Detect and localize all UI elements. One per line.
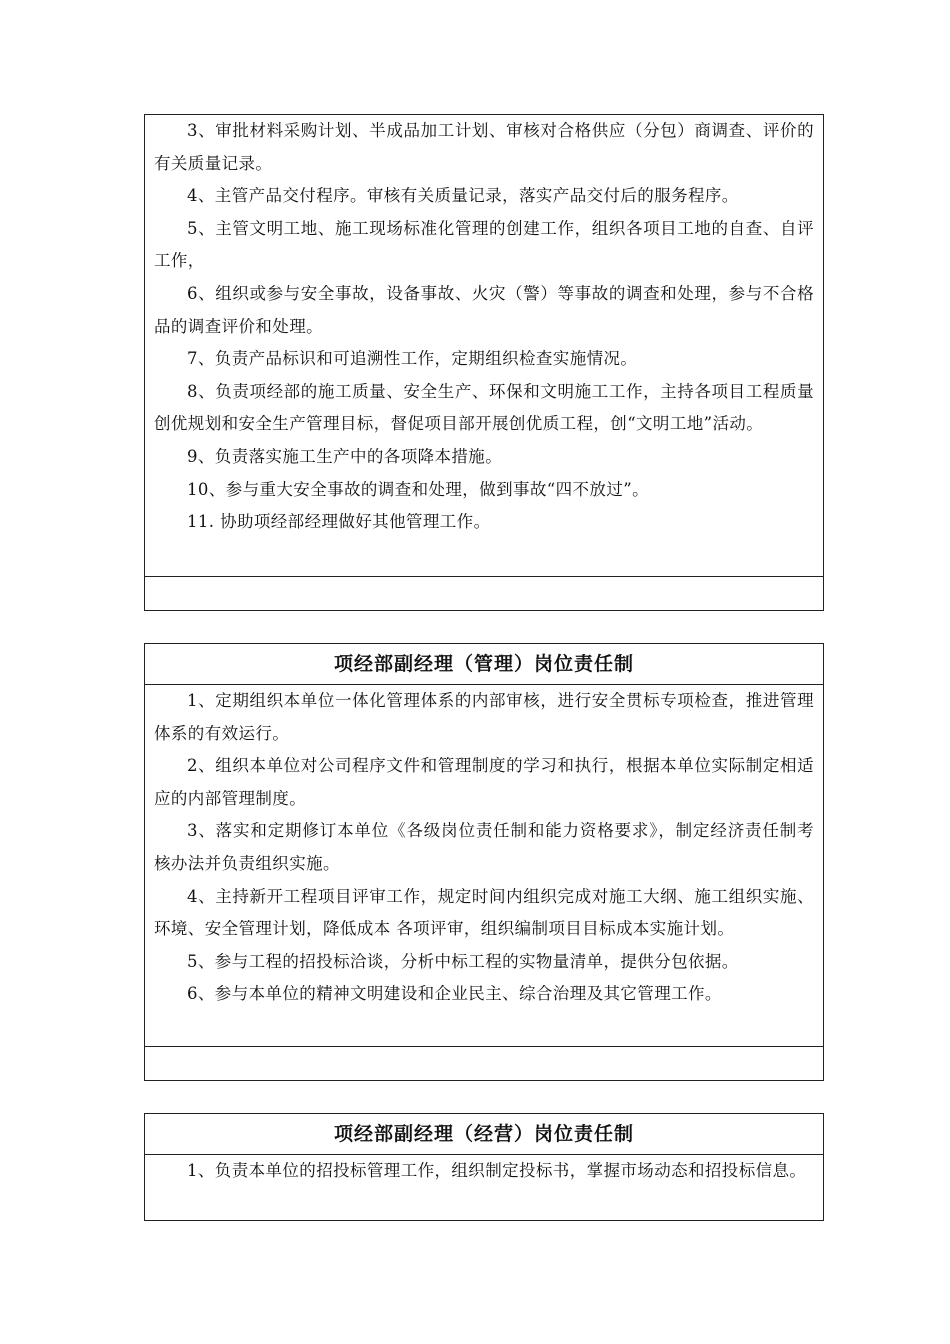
- empty-table-row: [145, 1046, 823, 1080]
- duty-item: 1、定期组织本单位一体化管理体系的内部审核，进行安全贯标专项检查，推进管理体系的有效运行。: [154, 691, 814, 743]
- operations-deputy-duty-table: [144, 1113, 824, 1221]
- duty-list: [145, 685, 823, 1011]
- duty-item: 10、参与重大安全事故的调查和处理，做到事故“四不放过”。: [187, 479, 649, 499]
- duty-item: 3、落实和定期修订本单位《各级岗位责任制和能力资格要求》，制定经济责任制考核办法并负责组织实施。: [154, 821, 814, 873]
- duty-item: 2、组织本单位对公司程序文件和管理制度的学习和执行，根据本单位实际制定相适应的内部管理制度。: [154, 756, 814, 808]
- duty-item: 3、审批材料采购计划、半成品加工计划、审核对合格供应（分包）商调查、评价的有关质量记录。: [154, 121, 814, 173]
- duty-item: 6、组织或参与安全事故，设备事故、火灾（警）等事故的调查和处理，参与不合格品的调查评价和处理。: [154, 283, 814, 336]
- duty-list: [145, 115, 823, 539]
- section-title: 项经部副经理（管理）岗位责任制: [145, 644, 823, 685]
- duty-item: 4、主持新开工程项目评审工作，规定时间内组织完成对施工大纲、施工组织实施、环境、安全管理计划，降低成本 各项评审，组织编制项目目标成本实施计划。: [154, 886, 814, 939]
- duty-list: [145, 1155, 823, 1188]
- section-title: 项经部副经理（经营）岗位责任制: [145, 1114, 823, 1155]
- duty-item: 5、参与工程的招投标洽谈，分析中标工程的实物量清单，提供分包依据。: [187, 951, 739, 971]
- duty-item: 7、负责产品标识和可追溯性工作，定期组织检查实施情况。: [187, 349, 638, 369]
- duty-item: 5、主管文明工地、施工现场标准化管理的创建工作，组织各项目工地的自查、自评工作，: [154, 218, 814, 271]
- duty-item: 1、负责本单位的招投标管理工作，组织制定投标书，掌握市场动态和招投标信息。: [187, 1161, 807, 1180]
- duty-item: 11. 协助项经部经理做好其他管理工作。: [187, 512, 491, 532]
- management-deputy-duty-table: [144, 643, 824, 1081]
- duty-table-continued: [144, 114, 824, 611]
- duty-item: 9、负责落实施工生产中的各项降本措施。: [187, 446, 503, 466]
- duty-item: 4、主管产品交付程序。审核有关质量记录，落实产品交付后的服务程序。: [187, 186, 739, 206]
- empty-table-row: [145, 576, 823, 610]
- duty-item: 6、参与本单位的精神文明建设和企业民主、综合治理及其它管理工作。: [187, 984, 722, 1004]
- duty-item: 8、负责项经部的施工质量、安全生产、环保和文明施工工作，主持各项目工程质量创优规划和安全生产管理目标，督促项目部开展创优质工程，创“文明工地”活动。: [154, 381, 814, 434]
